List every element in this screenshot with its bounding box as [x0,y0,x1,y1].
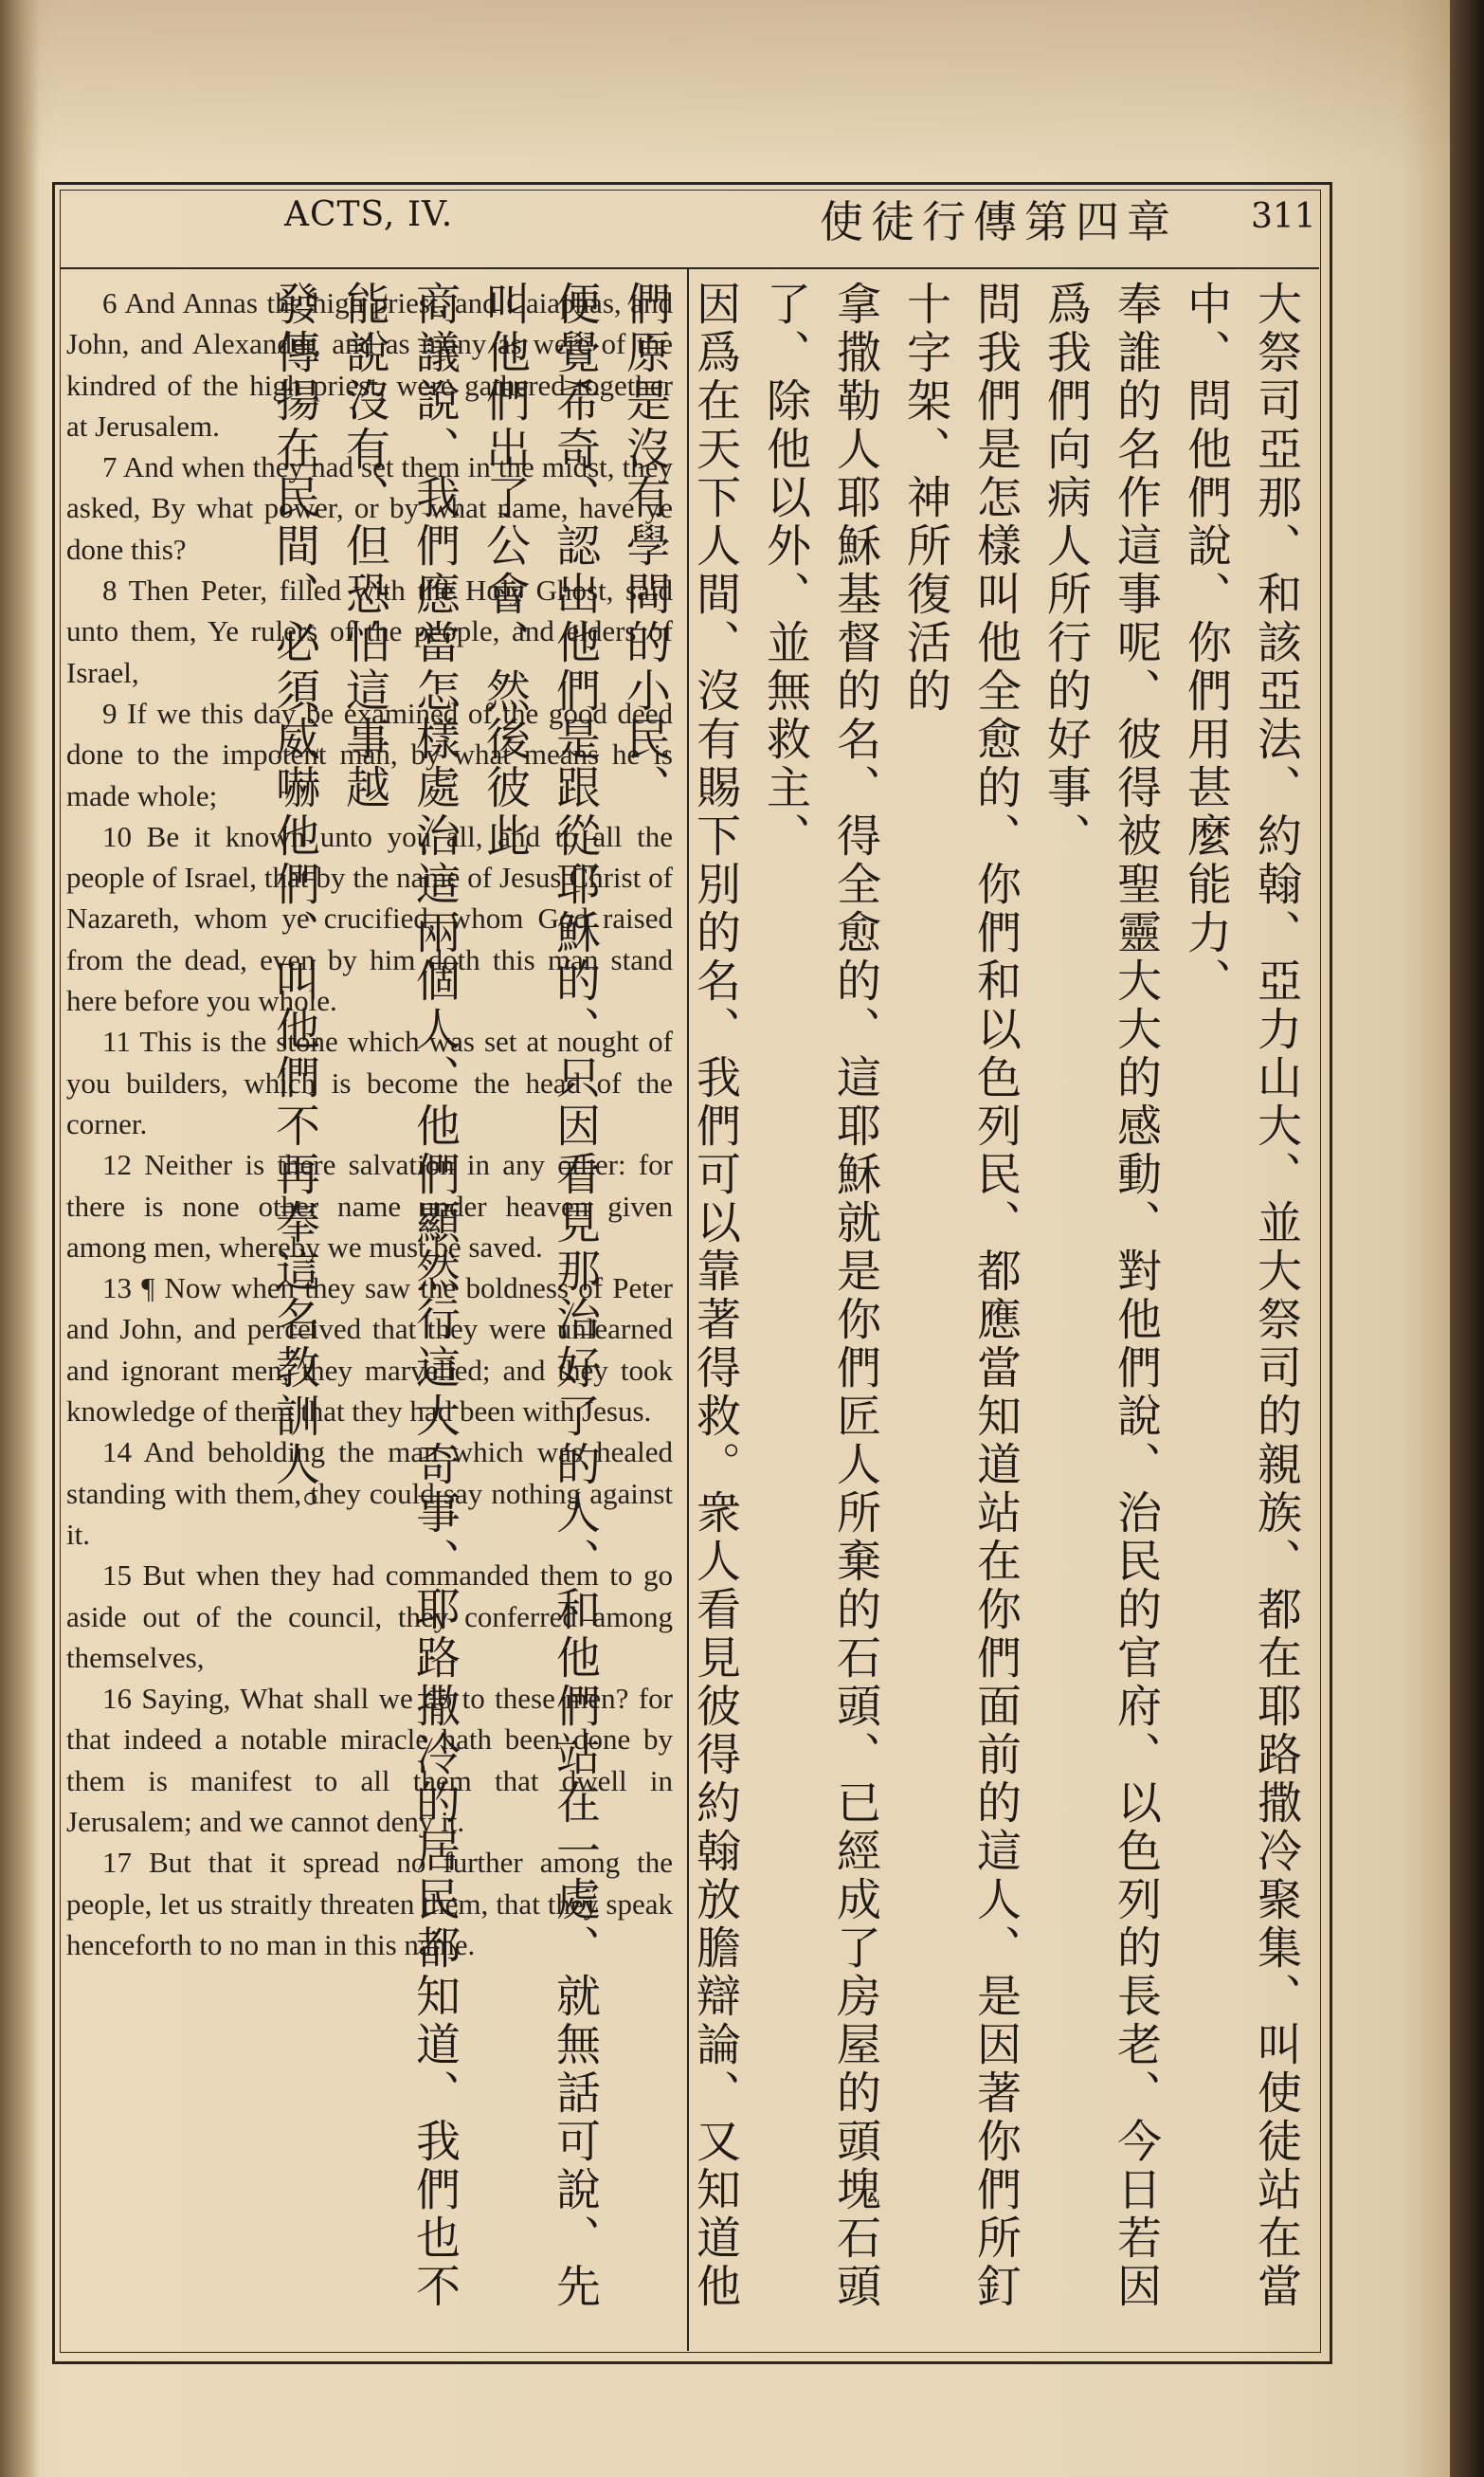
chinese-column-line: 大祭司亞那、和該亞法、約翰、亞力山大、並大祭司的親族、都在耶路撒冷聚集、叫使徒站在當中、問他們說、你們用甚麼能力、 [1180,281,1302,2311]
verse-14: 14 And beholding the man which was healed standing with them, they could say nothing against it. [66,1435,673,1551]
verse-8: 8 Then Peter, filled with the Holy Ghost, said unto them, Ye rulers of the people, and elders of Israel, [66,574,673,689]
chinese-column-line: 便覺希奇、認出他們是跟從耶穌的、只因看見那治好了的人、和他們站在一處、就無話可說、先叫他們出了公會、然後彼此 [479,281,601,2311]
verse-11: 11 This is the stone which was set at nought of you builders, which is become the head of the corner. [66,1025,673,1140]
chinese-column-line: 發傳揚在民間、必須威嚇他們、叫他們不再奉這名教訓人。 [268,281,320,1538]
verse-7: 7 And when they had set them in the midst, they asked, By what power, or by what name, have ye done this? [66,450,673,566]
english-running-head: ACTS, IV. [284,195,454,234]
chinese-column-line: 奉誰的名作這事呢、彼得被聖靈大大的感動、對他們說、治民的官府、以色列的長老、今日若因爲我們向病人所行的好事、 [1040,281,1162,2311]
page-number: 311 [1251,197,1316,236]
header-divider [60,267,1319,269]
chinese-running-head: 使徒行傳第四章 [820,196,1178,247]
verse-15: 15 But when they had commanded them to go aside out of the council, they conferred among themselves, [66,1558,673,1674]
verse-12: 12 Neither is there salvation in any other: for there is none other name under heaven given among men, whereby we must be saved. [66,1148,673,1264]
verse-10: 10 Be it known unto you all, and to all the people of Israel, that by the name of Jesus Christ of Nazareth, whom ye crucified, whom God raised from the dead, even by him doth this man stand here before you whole. [66,819,673,1018]
chinese-column-line: 商議說、我們應當怎樣處治這兩個人、他們顯然行這大奇事、耶路撒冷的居民都知道、我們也不能說沒有、但恐怕這事越 [338,281,461,2311]
chinese-column-line: 問我們是怎樣叫他全愈的、你們和以色列民、都應當知道站在你們面前的這人、是因著你們所釘十字架、神所復活的 [899,281,1022,2311]
chinese-column-line: 因爲在天下人間、沒有賜下別的名、我們可以靠著得救。衆人看見彼得約翰放膽辯論、又知道他們原是沒有學問的小民、 [619,281,741,2311]
verse-17: 17 But that it spread no further among the people, let us straitly threaten them, that they speak henceforth to no man in this name. [66,1846,673,1961]
verse-13: 13 ¶ Now when they saw the boldness of Peter and John, and perceived that they were unlearned and ignorant men, they marvelled; and they took knowledge of them that they had been with Jesus. [66,1271,673,1429]
verse-6: 6 And Annas the high priest, and Caiaphas, and John, and Alexander, and as many as were of the kindred of the high priest, were gathered together at Jerusalem. [66,286,673,443]
page-edge [1450,0,1484,2477]
verse-16: 16 Saying, What shall we do to these men? for that indeed a notable miracle hath been done by them is manifest to all them that dwell in Jerusalem; and we cannot deny it. [66,1682,673,1838]
chinese-column-line: 拿撒勒人耶穌基督的名、得全愈的、這耶穌就是你們匠人所棄的石頭、已經成了房屋的頭塊石頭了、除他以外、並無救主、 [759,281,881,2311]
page-shading [0,0,1484,171]
verse-9: 9 If we this day be examined of the good deed done to the impotent man, by what means he is made whole; [66,696,673,812]
book-gutter [0,0,40,2477]
